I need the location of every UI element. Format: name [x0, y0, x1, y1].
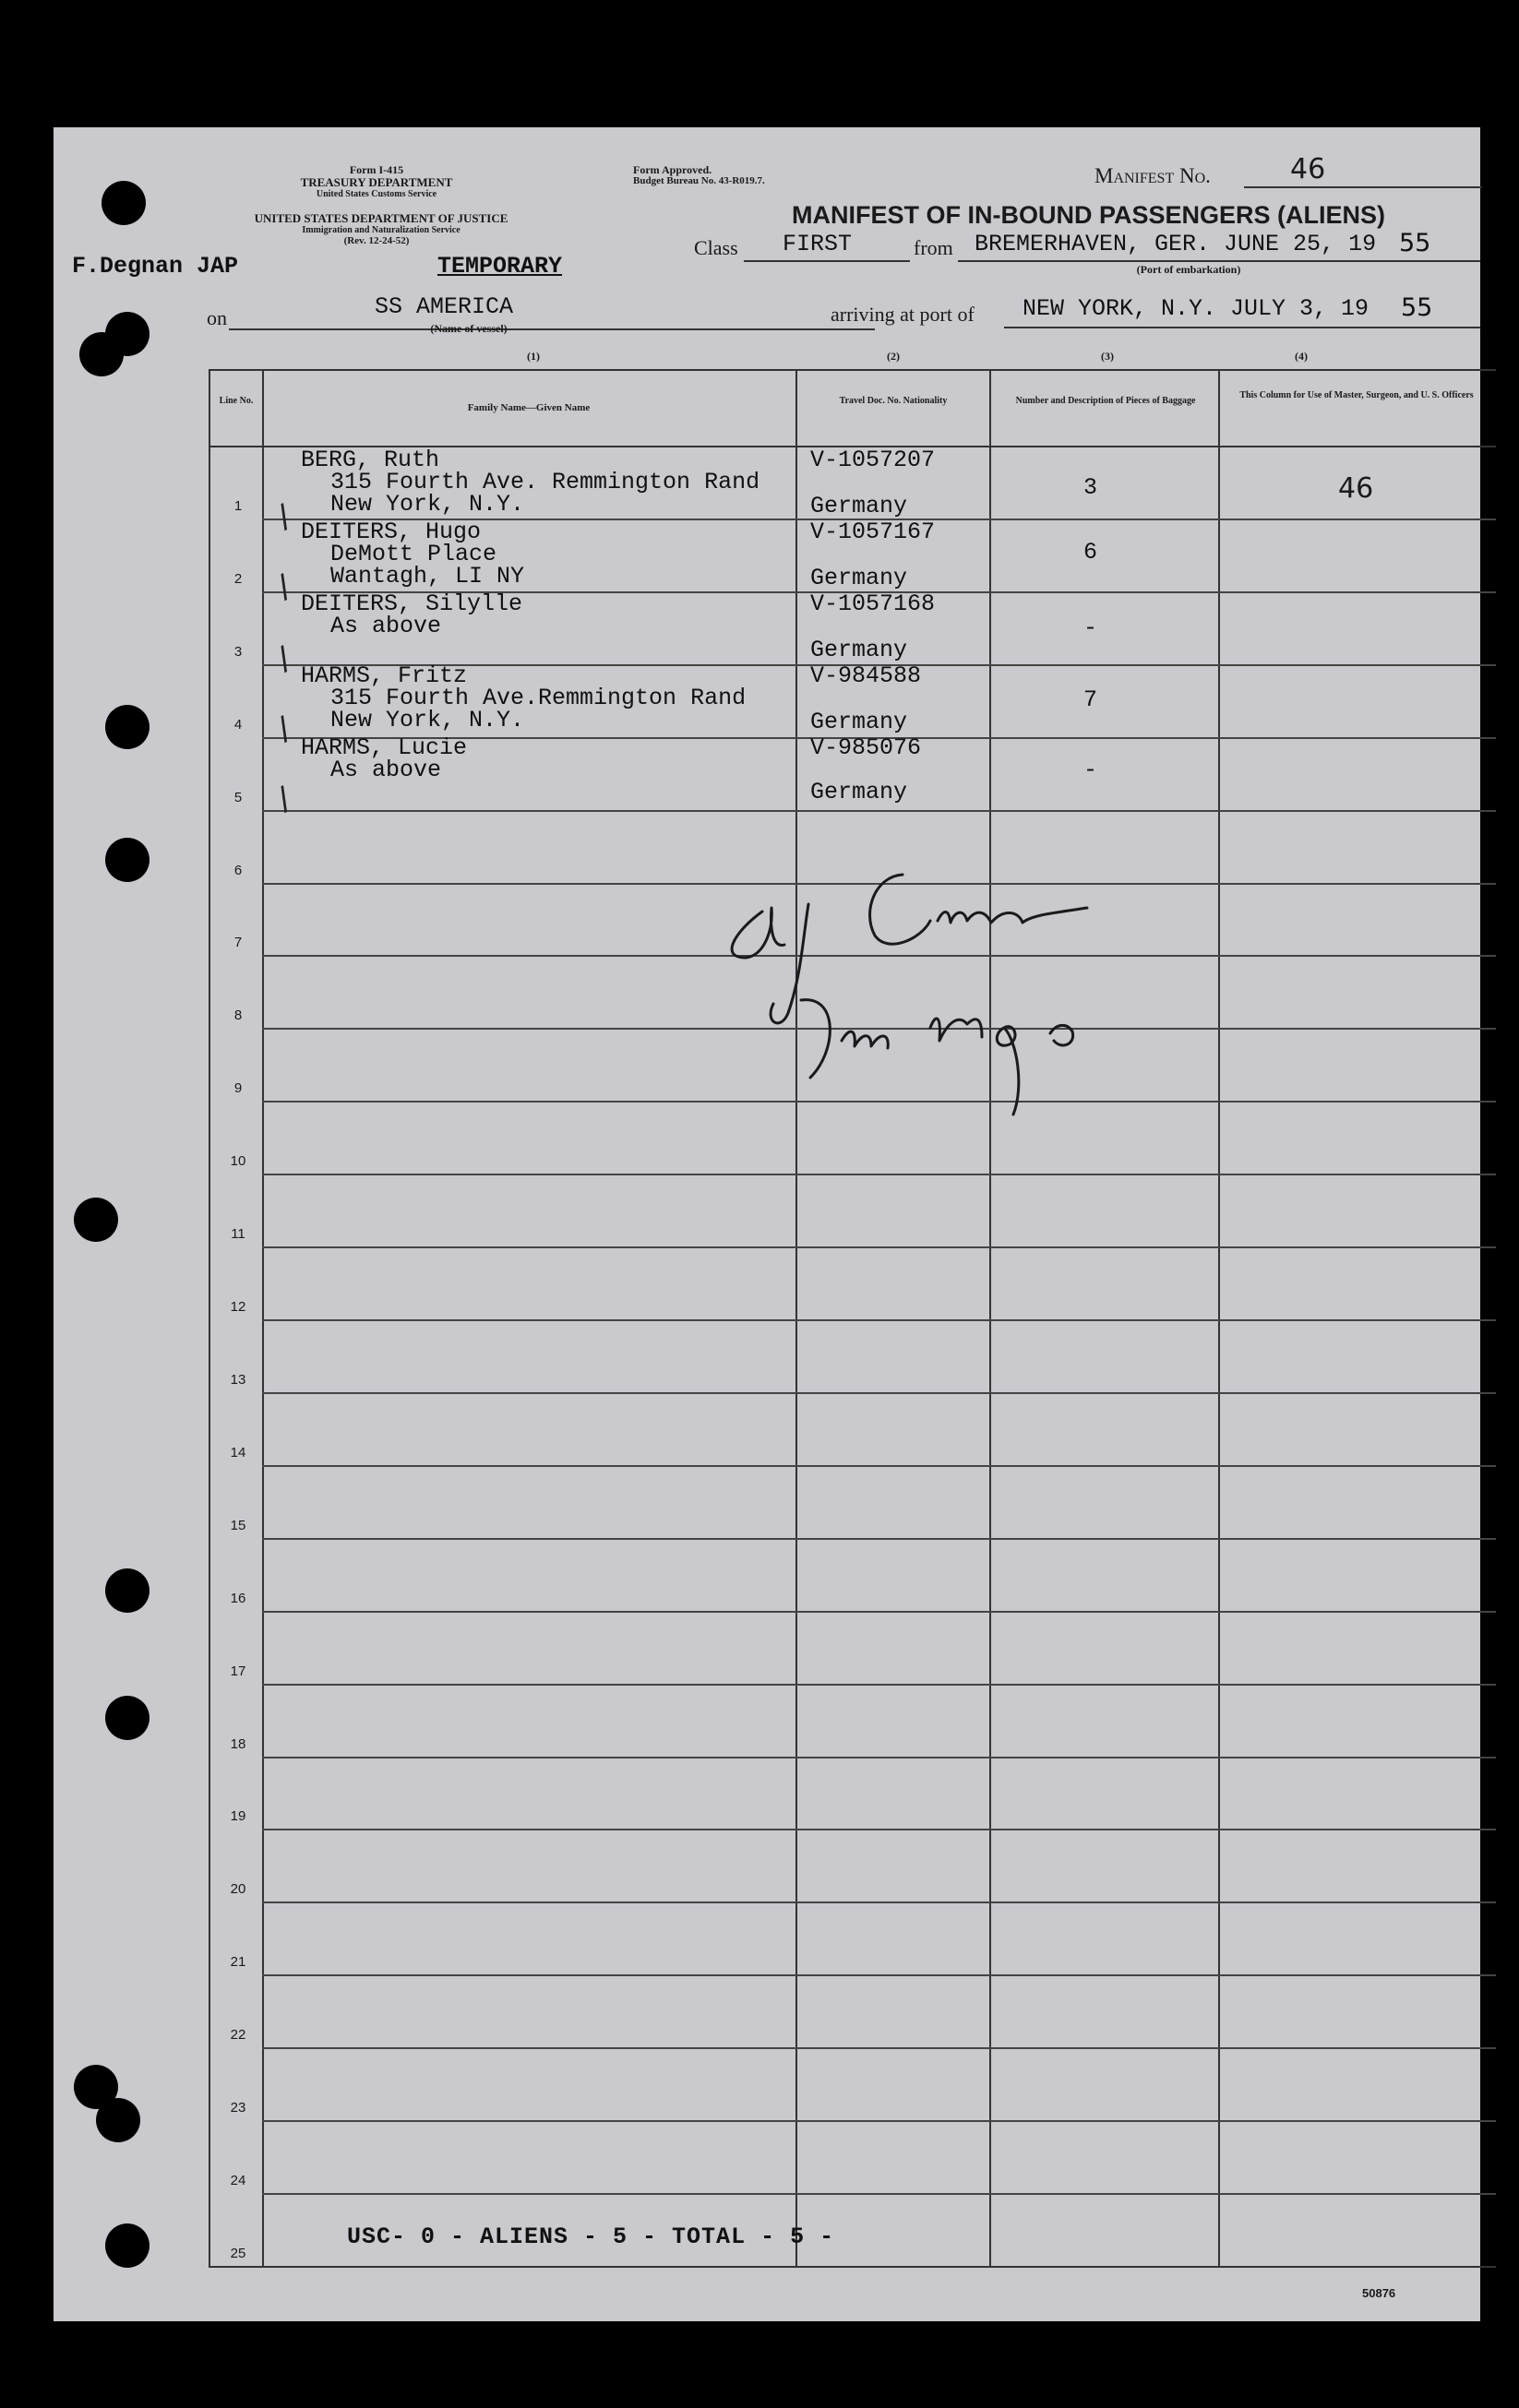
treasury-dept: TREASURY DEPARTMENT: [300, 175, 453, 189]
entry-address: As above: [330, 757, 442, 783]
entry-nationality: Germany: [810, 637, 908, 663]
binder-hole: [105, 838, 150, 882]
row-line: [262, 1392, 1496, 1394]
binder-hole: [105, 1568, 150, 1613]
row-line: [262, 2193, 1496, 2195]
entry-baggage: -: [1083, 614, 1098, 641]
entry-address: New York, N.Y.: [330, 707, 525, 733]
col-divider-doc: [989, 369, 991, 2266]
entry-doc-no: V-1057167: [810, 519, 936, 545]
footer-code: 50876: [1362, 2286, 1396, 2300]
manifest-no-line: [1244, 186, 1482, 188]
entry-name: DEITERS, Hugo: [301, 519, 482, 545]
col-number-4: (4): [1295, 350, 1308, 363]
entry-address: New York, N.Y.: [330, 491, 525, 518]
table-top-border: [209, 369, 1496, 371]
budget-bureau: Budget Bureau No. 43-R019.7.: [633, 175, 765, 186]
entry-nationality: Germany: [810, 493, 908, 519]
from-line: [958, 260, 1480, 262]
binder-hole: [105, 1696, 150, 1740]
row-line: [262, 1465, 1496, 1467]
row-line: [262, 2120, 1496, 2122]
check-mark: /: [271, 567, 297, 606]
entry-baggage: 3: [1083, 474, 1098, 501]
line-number: 20: [230, 1881, 246, 1897]
line-number: 23: [230, 2100, 246, 2116]
col-divider-name: [795, 369, 797, 2266]
row-line: [262, 810, 1496, 812]
line-number: 24: [230, 2173, 246, 2188]
line-number: 18: [230, 1736, 246, 1752]
entry-doc-no: V-985076: [810, 734, 922, 761]
line-number: 9: [233, 1080, 243, 1096]
line-number: 21: [230, 1954, 246, 1970]
binder-hole: [79, 332, 124, 376]
entry-address: Wantagh, LI NY: [330, 563, 525, 590]
revision-date: (Rev. 12-24-52): [343, 235, 410, 246]
line-number: 19: [230, 1808, 246, 1824]
row-line: [262, 1319, 1496, 1321]
row-line: [262, 1174, 1496, 1175]
line-number: 17: [230, 1663, 246, 1679]
line-number: 25: [230, 2246, 246, 2261]
class-value: FIRST: [783, 231, 853, 257]
row-line: [262, 1246, 1496, 1248]
header-travel-doc: Travel Doc. No. Nationality: [839, 396, 948, 406]
from-year: 55: [1399, 229, 1431, 257]
manifest-label: Manifest No.: [1094, 164, 1211, 187]
typist-initials: F.Degnan JAP: [72, 253, 239, 280]
arriving-label: arriving at port of: [827, 303, 975, 327]
entry-baggage: 7: [1083, 686, 1098, 713]
binder-hole: [102, 181, 146, 225]
form-number: Form I-415: [349, 163, 404, 176]
arriving-line: [1004, 327, 1480, 328]
manifest-page: [54, 127, 1480, 2321]
line-number: 7: [233, 935, 243, 950]
row-line: [262, 1974, 1496, 1976]
entry-address: 315 Fourth Ave.Remmington Rand: [330, 685, 747, 711]
arriving-value: NEW YORK, N.Y. JULY 3, 19: [1023, 295, 1369, 322]
arriving-year: 55: [1401, 293, 1433, 322]
binder-hole: [74, 1198, 118, 1242]
line-number: 3: [233, 644, 243, 660]
manifest-title: MANIFEST OF IN-BOUND PASSENGERS (ALIENS): [792, 201, 1386, 229]
entry-nationality: Germany: [810, 709, 908, 735]
entry-name: DEITERS, Silylle: [301, 590, 523, 617]
vessel-name: SS AMERICA: [375, 293, 514, 320]
entry-officer-note: 46: [1338, 472, 1374, 505]
check-mark: /: [271, 780, 297, 818]
entry-doc-no: V-1057207: [810, 447, 936, 473]
header-line-no: Line No.: [219, 396, 254, 406]
line-number: 22: [230, 2027, 246, 2043]
header-officers: This Column for Use of Master, Surgeon, and U. S. Officers: [1239, 390, 1474, 400]
table-left-border: [209, 369, 210, 2266]
header-baggage: Number and Description of Pieces of Baggage: [1015, 396, 1196, 406]
customs-service: United States Customs Service: [316, 189, 437, 199]
line-number: 12: [230, 1299, 246, 1315]
line-number: 2: [233, 571, 243, 587]
line-number: 5: [233, 790, 243, 805]
port-embarkation-caption: (Port of embarkation): [1136, 263, 1241, 276]
binder-hole: [105, 2223, 150, 2268]
entry-doc-no: V-1057168: [810, 590, 936, 617]
row-line: [262, 1611, 1496, 1613]
entry-name: HARMS, Fritz: [301, 662, 468, 689]
col-number-2: (2): [887, 350, 900, 363]
line-number: 4: [233, 717, 243, 733]
class-label: Class: [694, 236, 738, 259]
justice-dept: UNITED STATES DEPARTMENT OF JUSTICE: [254, 211, 508, 225]
entry-doc-no: V-984588: [810, 662, 922, 689]
entry-baggage: 6: [1083, 539, 1098, 566]
col-number-3: (3): [1101, 350, 1114, 363]
line-number: 11: [231, 1226, 245, 1242]
check-mark: /: [271, 639, 297, 678]
row-line: [262, 1684, 1496, 1686]
check-mark: /: [271, 497, 297, 536]
col-divider-line-no: [262, 369, 264, 2266]
row-line: [262, 1829, 1496, 1830]
line-number: 10: [230, 1153, 246, 1169]
entry-address: 315 Fourth Ave. Remmington Rand: [330, 469, 760, 495]
inspector-signature: [700, 819, 1124, 1124]
line-number: 13: [230, 1372, 246, 1388]
binder-hole: [96, 2098, 140, 2142]
class-line: [744, 260, 910, 262]
line-number: 8: [233, 1007, 243, 1023]
line-number: 15: [230, 1518, 246, 1533]
temporary-stamp: TEMPORARY: [437, 253, 563, 280]
binder-hole: [105, 705, 150, 749]
vessel-line: [229, 328, 875, 330]
entry-baggage: -: [1083, 757, 1098, 783]
col-divider-baggage: [1218, 369, 1220, 2266]
entry-name: HARMS, Lucie: [301, 734, 468, 761]
entry-address: DeMott Place: [330, 541, 497, 567]
entry-address: As above: [330, 613, 442, 639]
line-number: 6: [233, 863, 243, 878]
line-number: 14: [230, 1445, 246, 1460]
ins-service: Immigration and Naturalization Service: [302, 225, 460, 235]
entry-nationality: Germany: [810, 565, 908, 591]
col-number-1: (1): [527, 350, 540, 363]
form-approved: Form Approved.: [633, 163, 712, 176]
on-label: on: [207, 306, 227, 329]
vessel-caption: (Name of vessel): [430, 322, 508, 335]
summary-totals: USC- 0 - ALIENS - 5 - TOTAL - 5 -: [347, 2223, 835, 2250]
check-mark: /: [271, 709, 297, 748]
entry-name: BERG, Ruth: [301, 447, 440, 473]
line-number: 16: [230, 1591, 246, 1606]
header-family-name: Family Name—Given Name: [467, 402, 591, 413]
manifest-number: 46: [1290, 153, 1326, 185]
table-bottom-border: [209, 2266, 1496, 2268]
row-line: [262, 1901, 1496, 1903]
entry-nationality: Germany: [810, 779, 908, 805]
row-line: [262, 1757, 1496, 1758]
row-line: [262, 2047, 1496, 2049]
row-line: [262, 1538, 1496, 1540]
line-number: 1: [233, 498, 243, 514]
from-label: from: [914, 236, 953, 259]
from-value: BREMERHAVEN, GER. JUNE 25, 19: [975, 231, 1377, 257]
